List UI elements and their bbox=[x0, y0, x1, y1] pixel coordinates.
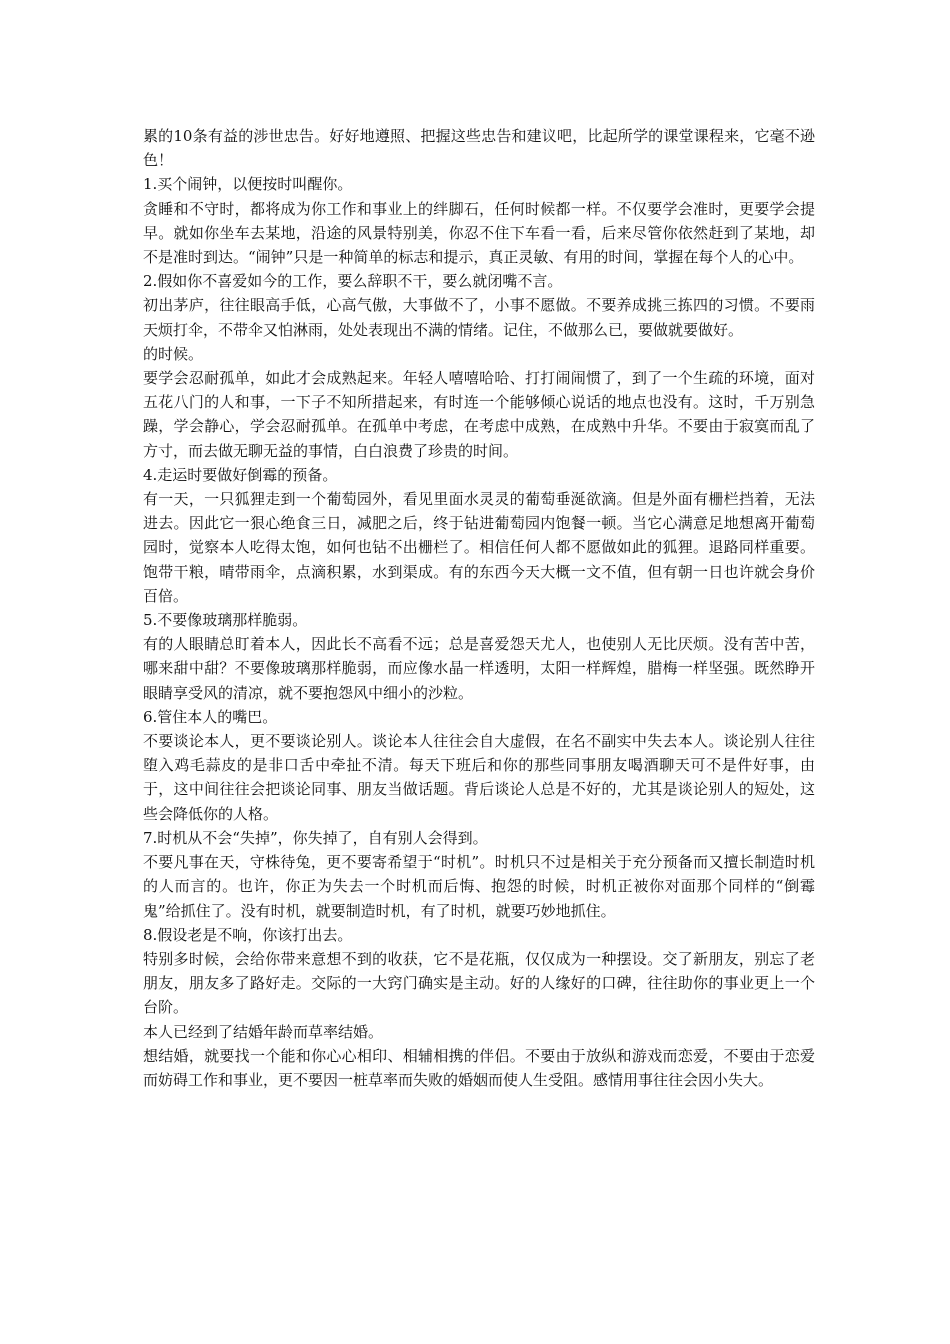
heading-4-luck: 4.走运时要做好倒霉的预备。 bbox=[143, 465, 338, 484]
heading-6-mouth: 6.管住本人的嘴巴。 bbox=[143, 707, 278, 726]
intro-paragraph: 累的10条有益的涉世忠告。好好地遵照、把握这些忠告和建议吧，比起所学的课堂课程来，它毫不逊色！ bbox=[143, 127, 815, 170]
heading-5-glass: 5.不要像玻璃那样脆弱。 bbox=[143, 611, 308, 630]
body-paragraph-4: 有一天，一只狐狸走到一个葡萄园外，看见里面水灵灵的葡萄垂涎欲滴。但是外面有栅栏挡着，无法进去。因此它一狠心绝食三日，减肥之后，终于钻进葡萄园内饱餐一顿。当它心满意足地想离开葡萄园时，觉察本人吃得太饱，如何也钻不出栅栏了。相信任何人都不愿做如此的狐狸。退路同样重要。饱带干粮，晴带雨伞，点滴积累，水到渠成。有的东西今天大概一文不值，但有朝一日也许就会身价百倍。 bbox=[143, 490, 815, 605]
fragment-line: 的时候。 bbox=[143, 344, 204, 363]
heading-marriage: 本人已经到了结婚年龄而草率结婚。 bbox=[143, 1022, 384, 1041]
heading-2-job: 2.假如你不喜爱如今的工作，要么辞职不干，要么就闭嘴不言。 bbox=[143, 272, 563, 291]
body-paragraph-9: 想结婚，就要找一个能和你心心相印、相辅相携的伴侣。不要由于放纵和游戏而恋爱，不要由于恋爱而妨碍工作和事业，更不要因一桩草率而失败的婚姻而使人生受阻。感情用事往往会因小失大。 bbox=[143, 1046, 815, 1089]
body-paragraph-8: 特别多时候，会给你带来意想不到的收获，它不是花瓶，仅仅成为一种摆设。交了新朋友，别忘了老朋友，朋友多了路好走。交际的一大窍门确实是主动。好的人缘好的口碑，往往助你的事业更上一个台阶。 bbox=[143, 949, 815, 1017]
heading-8-phone: 8.假设老是不响，你该打出去。 bbox=[143, 925, 353, 944]
heading-7-opportunity: 7.时机从不会“失掉”，你失掉了，自有别人会得到。 bbox=[143, 828, 488, 847]
body-paragraph-2: 初出茅庐，往往眼高手低，心高气傲，大事做不了，小事不愿做。不要养成挑三拣四的习惯。不要雨天烦打伞，不带伞又怕淋雨，处处表现出不满的情绪。记住，不做那么已，要做就要做好。 bbox=[143, 296, 815, 339]
document-body bbox=[143, 124, 815, 1092]
body-paragraph-7: 不要凡事在天，守株待兔，更不要寄希望于“时机”。时机只不过是相关于充分预备而又擅长制造时机的人而言的。也许，你正为失去一个时机而后悔、抱怨的时候，时机正被你对面那个同样的“倒霉鬼”给抓住了。没有时机，就要制造时机，有了时机，就要巧妙地抓住。 bbox=[143, 853, 815, 920]
heading-1-alarm-clock: 1.买个闹钟，以便按时叫醒你。 bbox=[143, 175, 353, 194]
body-paragraph-3: 要学会忍耐孤单，如此才会成熟起来。年轻人嘻嘻哈哈、打打闹闹惯了，到了一个生疏的环境，面对五花八门的人和事，一下子不知所措起来，有时连一个能够倾心说话的地点也没有。这时，千万别急躁，学会静心，学会忍耐孤单。在孤单中考虑，在考虑中成熟，在成熟中升华。不要由于寂寞而乱了方寸，而去做无聊无益的事情，白白浪费了珍贵的时间。 bbox=[143, 369, 815, 460]
body-paragraph-6: 不要谈论本人，更不要谈论别人。谈论本人往往会自大虚假，在名不副实中失去本人。谈论别人往往堕入鸡毛蒜皮的是非口舌中牵扯不清。每天下班后和你的那些同事朋友喝酒聊天可不是件好事，由于，这中间往往会把谈论同事、朋友当做话题。背后谈论人总是不好的，尤其是谈论别人的短处，这些会降低你的人格。 bbox=[143, 732, 815, 823]
body-paragraph-1: 贪睡和不守时，都将成为你工作和事业上的绊脚石，任何时候都一样。不仅要学会准时，更要学会提早。就如你坐车去某地，沿途的风景特别美，你忍不住下车看一看，后来尽管你依然赶到了某地，却不是准时到达。“闹钟”只是一种简单的标志和提示，真正灵敏、有用的时间，掌握在每个人的心中。 bbox=[143, 199, 815, 267]
body-paragraph-5: 有的人眼睛总盯着本人，因此长不高看不远；总是喜爱怨天尤人，也使别人无比厌烦。没有苦中苦，哪来甜中甜？不要像玻璃那样脆弱，而应像水晶一样透明，太阳一样辉煌，腊梅一样坚强。既然睁开眼睛享受风的清凉，就不要抱怨风中细小的沙粒。 bbox=[143, 635, 815, 702]
